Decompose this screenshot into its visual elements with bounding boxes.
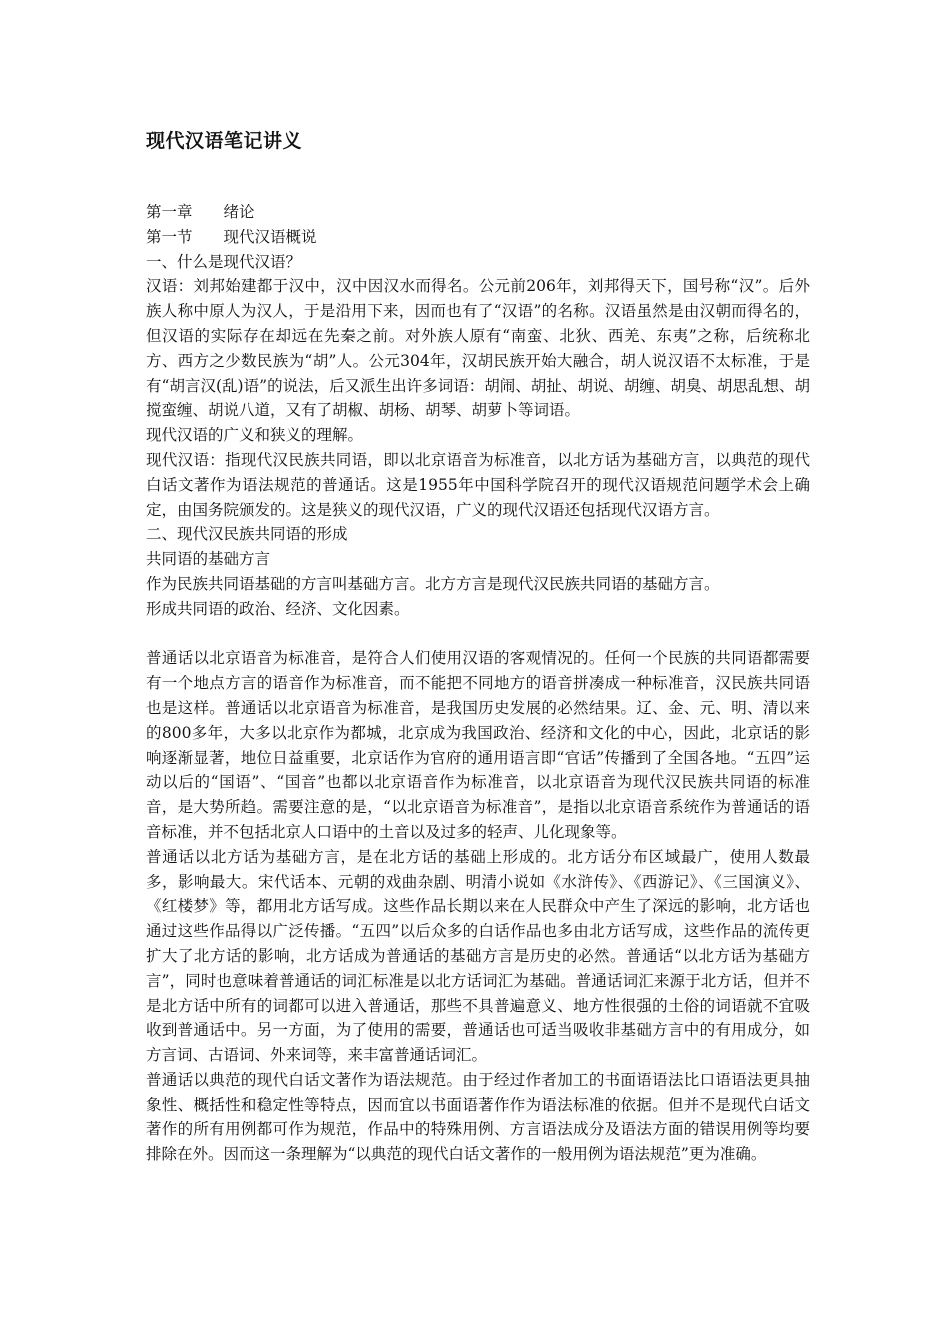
- subheading-base-dialect: 共同语的基础方言: [146, 550, 271, 569]
- blank-line: [146, 622, 810, 647]
- paragraph-factors: 形成共同语的政治、经济、文化因素。: [146, 599, 410, 618]
- section-heading: 第一节 现代汉语概说: [146, 227, 317, 246]
- paragraph-broad-narrow: 现代汉语的广义和狭义的理解。: [146, 426, 364, 445]
- paragraph-northern-dialect: 普通话以北方话为基础方言，是在北方话的基础上形成的。北方话分布区域最广，使用人数最多，影响最大。宋代话本、元朝的戏曲杂剧、明清小说如《水浒传》、《西游记》、《三国演义》、《红楼梦》等，都用北方话写成。这些作品长期以来在人民群众中产生了深远的影响，北方话也通过这些作品得以广泛传播。“五四”以后众多的白话作品也多由北方话写成，这些作品的流传更扩大了北方话的影响，北方话成为普通话的基础方言是历史的必然。普通话“以北方话为基础方言”，同时也意味着普通话的词汇标准是以北方话词汇为基础。普通话词汇来源于北方话，但并不是北方话中所有的词都可以进入普通话，那些不具普遍意义、地方性很强的土俗的词语就不宜吸收到普通话中。另一方面，为了使用的需要，普通话也可适当吸收非基础方言中的有用成分，如方言词、古语词、外来词等，来丰富普通话词汇。: [146, 847, 810, 1065]
- question-heading-2: 二、现代汉民族共同语的形成: [146, 525, 348, 544]
- paragraph-pronunciation-standard: 普通话以北京语音为标准音，是符合人们使用汉语的客观情况的。任何一个民族的共同语都需要有一个地点方言的语音作为标准音，而不能把不同地方的语音拼凑成一种标准音，汉民族共同语也是这样。普通话以北京语音为标准音，是我国历史发展的必然结果。辽、金、元、明、清以来的800多年，大多以北京作为都城，北京成为我国政治、经济和文化的中心，因此，北京话的影响逐渐显著，地位日益重要，北京话作为官府的通用语言即“官话”传播到了全国各地。“五四”运动以后的“国语”、“国音”也都以北京语音作为标准音，以北京语音为现代汉民族共同语的标准音，是大势所趋。需要注意的是，“以北京语音为标准音”，是指以北京语音系统作为普通话的语音标准，并不包括北京人口语中的土音以及过多的轻声、儿化现象等。: [146, 649, 810, 841]
- paragraph-grammar-standard: 普通话以典范的现代白话文著作为语法规范。由于经过作者加工的书面语语法比口语语法更具抽象性、概括性和稳定性等特点，因而宜以书面语著作作为语法标准的依据。但并不是现代白话文著作的所有用例都可作为规范，作品中的特殊用例、方言语法成分及语法方面的错误用例等均要排除在外。因而这一条理解为“以典范的现代白话文著作的一般用例为语法规范”更为准确。: [146, 1070, 810, 1164]
- question-heading-1: 一、什么是现代汉语？: [146, 252, 302, 271]
- paragraph-base-dialect: 作为民族共同语基础的方言叫基础方言。北方方言是现代汉民族共同语的基础方言。: [146, 574, 720, 593]
- paragraph-hanyu-origin: 汉语：刘邦始建都于汉中，汉中因汉水而得名。公元前206年，刘邦得天下，国号称“汉”。后外族人称中原人为汉人，于是沿用下来，因而也有了“汉语”的名称。汉语虽然是由汉朝而得名的，但汉语的实际存在却远在先秦之前。对外族人原有“南蛮、北狄、西羌、东夷”之称，后统称北方、西方之少数民族为“胡”人。公元304年，汉胡民族开始大融合，胡人说汉语不太标准，于是有“胡言汉(乱)语”的说法，后又派生出许多词语：胡闹、胡扯、胡说、胡缠、胡臭、胡思乱想、胡搅蛮缠、胡说八道，又有了胡椒、胡杨、胡琴、胡萝卜等词语。: [146, 277, 810, 420]
- document-body: [146, 200, 810, 1167]
- chapter-heading: 第一章 绪论: [146, 203, 255, 221]
- paragraph-definition: 现代汉语：指现代汉民族共同语，即以北京语音为标准音，以北方话为基础方言，以典范的现代白话文著作为语法规范的普通话。这是1955年中国科学院召开的现代汉语规范问题学术会上确定，由国务院颁发的。这是狭义的现代汉语，广义的现代汉语还包括现代汉语方言。: [146, 450, 810, 519]
- document-title: 现代汉语笔记讲义: [146, 130, 303, 152]
